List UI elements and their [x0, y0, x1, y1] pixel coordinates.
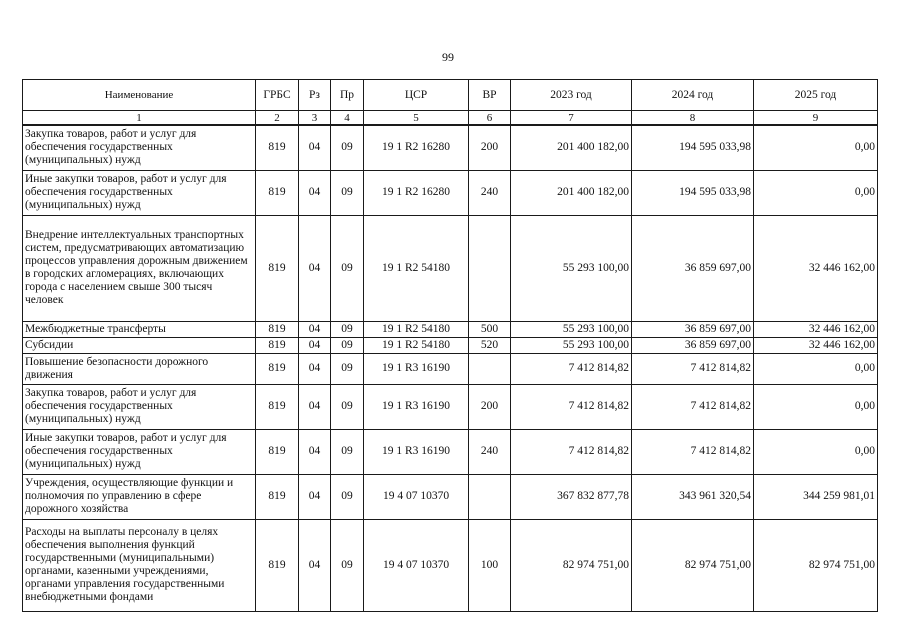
- row-amount-2023: 55 293 100,00: [511, 215, 632, 321]
- row-csr: 19 4 07 10370: [364, 474, 469, 519]
- header-year-2024: 2024 год: [632, 80, 754, 111]
- row-grbs: 819: [256, 125, 299, 170]
- row-pr: 09: [331, 170, 364, 215]
- row-amount-2024: 194 595 033,98: [632, 125, 754, 170]
- row-grbs: 819: [256, 384, 299, 429]
- row-grbs: 819: [256, 215, 299, 321]
- row-amount-2024: 36 859 697,00: [632, 337, 754, 353]
- row-name: Субсидии: [23, 337, 256, 353]
- row-amount-2025: 0,00: [754, 353, 878, 384]
- row-amount-2023: 55 293 100,00: [511, 321, 632, 337]
- column-number: 4: [331, 111, 364, 126]
- table-row: [23, 321, 878, 337]
- header-year-2025: 2025 год: [754, 80, 878, 111]
- row-name: Межбюджетные трансферты: [23, 321, 256, 337]
- column-number: 1: [23, 111, 256, 126]
- row-rz: 04: [299, 384, 331, 429]
- table-row: [23, 384, 878, 429]
- row-amount-2024: 36 859 697,00: [632, 215, 754, 321]
- row-grbs: 819: [256, 353, 299, 384]
- header-name: Наименование: [23, 80, 256, 111]
- row-pr: 09: [331, 125, 364, 170]
- table-row: [23, 429, 878, 474]
- header-year-2023: 2023 год: [511, 80, 632, 111]
- row-vr: 100: [469, 519, 511, 611]
- row-amount-2024: 194 595 033,98: [632, 170, 754, 215]
- table-row: [23, 353, 878, 384]
- row-name: Закупка товаров, работ и услуг для обеспечения государственных (муниципальных) нужд: [23, 125, 256, 170]
- row-rz: 04: [299, 321, 331, 337]
- header-vr: ВР: [469, 80, 511, 111]
- column-number: 8: [632, 111, 754, 126]
- row-vr: 240: [469, 429, 511, 474]
- table-row: [23, 215, 878, 321]
- row-grbs: 819: [256, 429, 299, 474]
- row-amount-2025: 32 446 162,00: [754, 337, 878, 353]
- row-vr: 200: [469, 125, 511, 170]
- column-number-row: [23, 111, 878, 126]
- column-number: 7: [511, 111, 632, 126]
- row-pr: 09: [331, 474, 364, 519]
- row-csr: 19 1 R2 54180: [364, 321, 469, 337]
- row-amount-2023: 201 400 182,00: [511, 125, 632, 170]
- row-rz: 04: [299, 429, 331, 474]
- row-amount-2025: 32 446 162,00: [754, 215, 878, 321]
- row-csr: 19 1 R2 54180: [364, 215, 469, 321]
- row-amount-2023: 7 412 814,82: [511, 429, 632, 474]
- row-pr: 09: [331, 337, 364, 353]
- row-name: Внедрение интеллектуальных транспортных систем, предусматривающих автоматизацию процессов управления дорожным движением в городских агломерациях, включающих города с населением свыше 300 тысяч человек: [23, 215, 256, 321]
- row-amount-2023: 82 974 751,00: [511, 519, 632, 611]
- row-name: Учреждения, осуществляющие функции и полномочия по управлению в сфере дорожного хозяйства: [23, 474, 256, 519]
- row-amount-2025: 32 446 162,00: [754, 321, 878, 337]
- row-vr: 200: [469, 384, 511, 429]
- row-rz: 04: [299, 125, 331, 170]
- header-row: [23, 80, 878, 111]
- row-amount-2024: 7 412 814,82: [632, 353, 754, 384]
- column-number: 5: [364, 111, 469, 126]
- row-amount-2023: 201 400 182,00: [511, 170, 632, 215]
- row-rz: 04: [299, 474, 331, 519]
- row-pr: 09: [331, 384, 364, 429]
- header-rz: Рз: [299, 80, 331, 111]
- row-pr: 09: [331, 321, 364, 337]
- table-row: [23, 170, 878, 215]
- header-grbs: ГРБС: [256, 80, 299, 111]
- row-pr: 09: [331, 353, 364, 384]
- row-amount-2023: 7 412 814,82: [511, 353, 632, 384]
- row-grbs: 819: [256, 170, 299, 215]
- column-number: 3: [299, 111, 331, 126]
- row-amount-2025: 0,00: [754, 384, 878, 429]
- row-amount-2025: 0,00: [754, 170, 878, 215]
- row-name: Иные закупки товаров, работ и услуг для обеспечения государственных (муниципальных) нужд: [23, 429, 256, 474]
- row-amount-2023: 367 832 877,78: [511, 474, 632, 519]
- row-csr: 19 1 R3 16190: [364, 384, 469, 429]
- row-csr: 19 1 R2 54180: [364, 337, 469, 353]
- budget-table: [22, 79, 878, 612]
- row-amount-2023: 55 293 100,00: [511, 337, 632, 353]
- table-row: [23, 125, 878, 170]
- row-pr: 09: [331, 519, 364, 611]
- row-amount-2024: 82 974 751,00: [632, 519, 754, 611]
- row-vr: 520: [469, 337, 511, 353]
- row-rz: 04: [299, 215, 331, 321]
- header-pr: Пр: [331, 80, 364, 111]
- row-rz: 04: [299, 519, 331, 611]
- row-pr: 09: [331, 215, 364, 321]
- row-amount-2024: 36 859 697,00: [632, 321, 754, 337]
- row-grbs: 819: [256, 321, 299, 337]
- row-name: Расходы на выплаты персоналу в целях обеспечения выполнения функций государственными (муниципальными) органами, казенными учреждениями, органами управления государственными внебюджетными фондами: [23, 519, 256, 611]
- row-name: Закупка товаров, работ и услуг для обеспечения государственных (муниципальных) нужд: [23, 384, 256, 429]
- row-grbs: 819: [256, 474, 299, 519]
- row-vr: [469, 353, 511, 384]
- row-amount-2023: 7 412 814,82: [511, 384, 632, 429]
- column-number: 2: [256, 111, 299, 126]
- row-amount-2025: 82 974 751,00: [754, 519, 878, 611]
- row-grbs: 819: [256, 337, 299, 353]
- row-vr: [469, 474, 511, 519]
- row-amount-2024: 7 412 814,82: [632, 384, 754, 429]
- row-amount-2025: 344 259 981,01: [754, 474, 878, 519]
- table-row: [23, 337, 878, 353]
- row-name: Иные закупки товаров, работ и услуг для обеспечения государственных (муниципальных) нужд: [23, 170, 256, 215]
- header-csr: ЦСР: [364, 80, 469, 111]
- row-rz: 04: [299, 353, 331, 384]
- row-csr: 19 4 07 10370: [364, 519, 469, 611]
- row-vr: 500: [469, 321, 511, 337]
- row-amount-2025: 0,00: [754, 125, 878, 170]
- column-number: 9: [754, 111, 878, 126]
- row-grbs: 819: [256, 519, 299, 611]
- row-amount-2025: 0,00: [754, 429, 878, 474]
- row-amount-2024: 343 961 320,54: [632, 474, 754, 519]
- row-rz: 04: [299, 337, 331, 353]
- page-number: 99: [442, 50, 454, 64]
- table-row: [23, 474, 878, 519]
- row-vr: 240: [469, 170, 511, 215]
- table-row: [23, 519, 878, 611]
- row-vr: [469, 215, 511, 321]
- row-pr: 09: [331, 429, 364, 474]
- row-csr: 19 1 R2 16280: [364, 125, 469, 170]
- row-rz: 04: [299, 170, 331, 215]
- row-csr: 19 1 R3 16190: [364, 429, 469, 474]
- column-number: 6: [469, 111, 511, 126]
- row-amount-2024: 7 412 814,82: [632, 429, 754, 474]
- row-csr: 19 1 R3 16190: [364, 353, 469, 384]
- row-csr: 19 1 R2 16280: [364, 170, 469, 215]
- row-name: Повышение безопасности дорожного движения: [23, 353, 256, 384]
